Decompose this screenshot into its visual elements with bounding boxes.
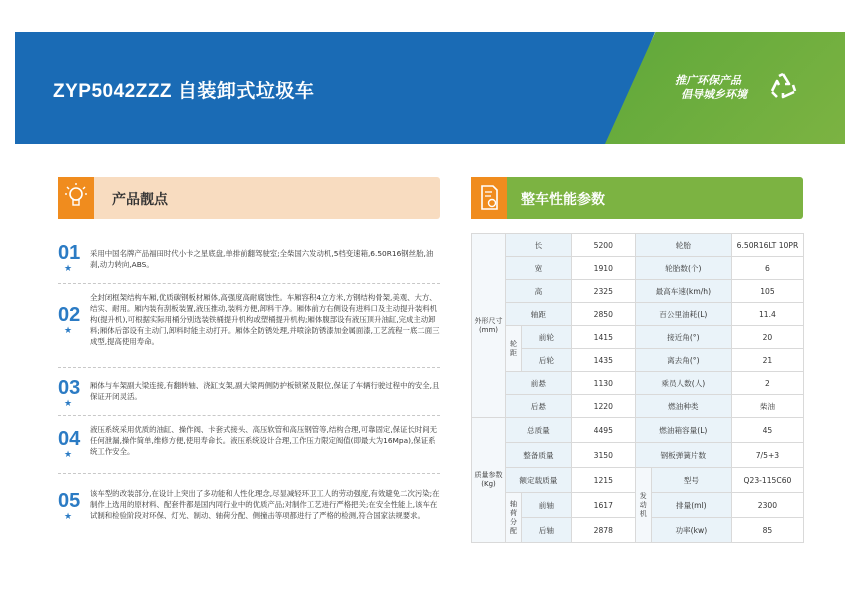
spec-label: 前轮 <box>522 326 572 349</box>
features-header <box>58 177 440 219</box>
spec-label: 离去角(°) <box>635 349 731 372</box>
spec-value: 1617 <box>571 493 635 518</box>
feature-item <box>58 368 440 416</box>
table-row <box>472 303 804 326</box>
spec-value: 3150 <box>571 443 635 468</box>
table-row <box>472 349 804 372</box>
spec-value: 5200 <box>571 234 635 257</box>
star-icon: ★ <box>64 326 73 336</box>
slogan-line-1: 推广环保产品 <box>675 74 741 87</box>
feature-text: 该车型的改装部分,在设计上突出了多功能和人性化理念,尽显减轻环卫工人的劳动强度,有效避免二次污染;在制作上选用的原材料、配套件都是国内同行业中的优质产品;对制作工艺进行严格把关;在安全性能上,该车在试制和检验阶段对环保、灯光、制动、轴荷分配、侧撞击等项都进行了严格的检测,符合国家法规要求。 <box>90 489 440 520</box>
dims-group-label: 外形尺寸(mm) <box>472 234 506 418</box>
spec-label: 长 <box>506 234 572 257</box>
specs-table <box>471 233 804 543</box>
slogan <box>675 74 747 102</box>
spec-label: 后轴 <box>522 518 572 543</box>
spec-label: 功率(kw) <box>651 518 731 543</box>
spec-label: 最高车速(km/h) <box>635 280 731 303</box>
spec-value: 11.4 <box>731 303 803 326</box>
spec-value: Q23-115C60 <box>731 468 803 493</box>
spec-value: 2878 <box>571 518 635 543</box>
spec-label: 排量(ml) <box>651 493 731 518</box>
specs-title: 整车性能参数 <box>521 192 605 208</box>
spec-label: 燃油箱容量(L) <box>635 418 731 443</box>
table-row <box>472 257 804 280</box>
lightbulb-icon <box>58 177 94 219</box>
feature-text: 全封闭框架结构车厢,优质碳钢板材厢体,高强度高耐腐蚀性。车厢容积4立方米,方钢结构骨架,美观、大方、结实、耐用。厢内装有刮板装置,液压推动,装料方便,卸料干净。厢体前方右侧设有进料口及主动提升装料机构(提升机),可根据实际用桶分别选装铁桶提升机构或塑桶提升机构;厢体腹部设有液压顶升油缸,完成主动卸料;厢体后部设有主动门,卸料时能主动打开。厢体全防锈处理,并喷涂防锈漆加金属面漆,工艺流程一底二面三成型,提高使用寿命。 <box>90 293 440 346</box>
feature-text: 采用中国名牌产品福田时代小卡之星底盘,单排前翻驾驶室;全柴国六发动机,5档变速箱,6.50R16钢丝胎,油刹,动力转向,ABS。 <box>90 249 434 269</box>
spec-label: 轮胎 <box>635 234 731 257</box>
feature-number: 05 <box>58 490 81 512</box>
table-row <box>472 280 804 303</box>
spec-label: 型号 <box>651 468 731 493</box>
spec-value: 1435 <box>571 349 635 372</box>
feature-text: 厢体与车架副大梁连接,有翻转轴、浇缸支架,副大梁两侧防护板锁紧及限位,保证了车辆行驶过程中的安全,且保证开闭灵活。 <box>90 381 440 401</box>
spec-label: 燃油种类 <box>635 395 731 418</box>
spec-value: 6 <box>731 257 803 280</box>
features-title: 产品靓点 <box>112 192 168 208</box>
spec-value: 105 <box>731 280 803 303</box>
recycle-icon <box>767 70 799 102</box>
specs-header <box>471 177 803 219</box>
spec-value: 2300 <box>731 493 803 518</box>
spec-label: 接近角(°) <box>635 326 731 349</box>
spec-label: 前轴 <box>522 493 572 518</box>
axle-group-label: 轴荷分配 <box>506 493 522 543</box>
spec-value: 柴油 <box>731 395 803 418</box>
spec-label: 整备质量 <box>506 443 572 468</box>
spec-value: 1220 <box>571 395 635 418</box>
spec-label: 百公里油耗(L) <box>635 303 731 326</box>
spec-value: 6.50R16LT 10PR <box>731 234 803 257</box>
spec-value: 7/5+3 <box>731 443 803 468</box>
spec-value: 85 <box>731 518 803 543</box>
spec-label: 轮胎数(个) <box>635 257 731 280</box>
table-row <box>472 443 804 468</box>
star-icon: ★ <box>64 512 73 522</box>
spec-label: 前悬 <box>506 372 572 395</box>
spec-value: 1910 <box>571 257 635 280</box>
features-list <box>58 236 440 546</box>
spec-label: 总质量 <box>506 418 572 443</box>
feature-number: 01 <box>58 242 81 264</box>
star-icon: ★ <box>64 264 73 274</box>
spec-value: 1130 <box>571 372 635 395</box>
spec-label: 高 <box>506 280 572 303</box>
feature-item <box>58 236 440 284</box>
spec-value: 2850 <box>571 303 635 326</box>
header-banner <box>15 32 845 144</box>
table-row <box>472 234 804 257</box>
table-row <box>472 395 804 418</box>
table-row <box>472 468 804 493</box>
mass-group-label: 质量参数(Kg) <box>472 418 506 543</box>
spec-value: 45 <box>731 418 803 443</box>
slogan-line-2: 倡导城乡环境 <box>681 88 747 101</box>
spec-label: 钢板弹簧片数 <box>635 443 731 468</box>
spec-value: 20 <box>731 326 803 349</box>
feature-item <box>58 284 440 368</box>
feature-number: 02 <box>58 304 81 326</box>
spec-label: 后轮 <box>522 349 572 372</box>
spec-value: 1415 <box>571 326 635 349</box>
table-row <box>472 326 804 349</box>
page-title: ZYP5042ZZZ 自装卸式垃圾车 <box>53 81 315 102</box>
spec-label: 后悬 <box>506 395 572 418</box>
table-row <box>472 418 804 443</box>
wheel-track-group-label: 轮距 <box>506 326 522 372</box>
document-settings-icon <box>471 177 507 219</box>
spec-value: 21 <box>731 349 803 372</box>
spec-label: 额定载质量 <box>506 468 572 493</box>
feature-item <box>58 416 440 474</box>
table-row <box>472 372 804 395</box>
spec-label: 轴距 <box>506 303 572 326</box>
star-icon: ★ <box>64 450 73 460</box>
spec-value: 2325 <box>571 280 635 303</box>
star-icon: ★ <box>64 399 73 409</box>
spec-label: 乘员人数(人) <box>635 372 731 395</box>
feature-number: 04 <box>58 428 81 450</box>
spec-value: 1215 <box>571 468 635 493</box>
feature-number: 03 <box>58 377 81 399</box>
feature-text: 液压系统采用优质的油缸、操作阀、卡套式接头、高压软管和高压钢管等,结构合理,可靠固定,保证长时间无任何泄漏,操作简单,维修方便,使用寿命长。液压系统设计合理,工作压力限定阀值(即最大为16Mpa),保证系统工作安全。 <box>90 425 438 456</box>
feature-item <box>58 474 440 546</box>
spec-value: 4495 <box>571 418 635 443</box>
spec-value: 2 <box>731 372 803 395</box>
spec-label: 宽 <box>506 257 572 280</box>
engine-group-label: 发动机 <box>635 468 651 543</box>
